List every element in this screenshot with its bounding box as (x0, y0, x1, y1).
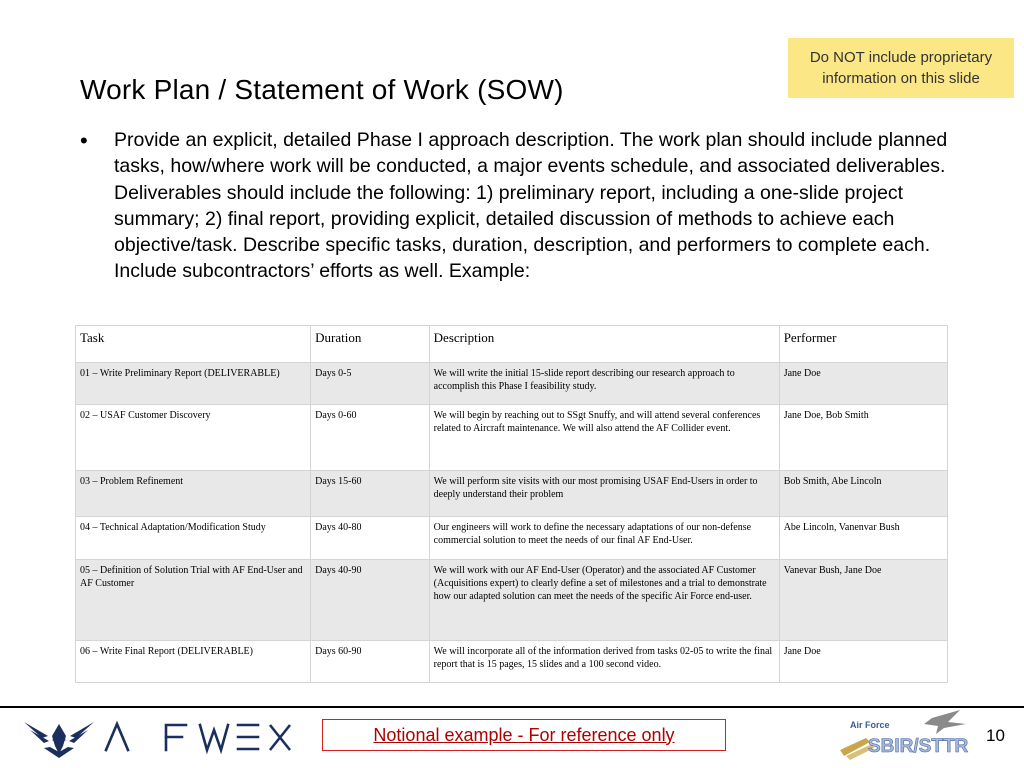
page-number: 10 (986, 726, 1005, 745)
task-cell: 05 – Definition of Solution Trial with AF End-User and AF Customer (76, 560, 311, 641)
description-cell: We will work with our AF End-User (Operator) and the associated AF Customer (Acquisitions expert) to clearly define a set of milestones and a trial to demonstrate how our adapted solution can meet the needs of the specific Air Force end-user. (429, 560, 779, 641)
header-task: Task (76, 326, 311, 363)
table-row (76, 560, 948, 641)
table-row (76, 363, 948, 405)
header-duration: Duration (311, 326, 430, 363)
proprietary-notice (788, 38, 1014, 98)
performer-cell: Jane Doe (779, 641, 947, 683)
description-cell: We will begin by reaching out to SSgt Snuffy, and will attend several conferences related to Aircraft maintenance. We will also attend the AF Collider event. (429, 405, 779, 471)
table-header-row (76, 326, 948, 363)
task-cell: 02 – USAF Customer Discovery (76, 405, 311, 471)
performer-cell: Abe Lincoln, Vanenvar Bush (779, 517, 947, 560)
bullet-icon: • (80, 128, 88, 153)
performer-cell: Bob Smith, Abe Lincoln (779, 471, 947, 517)
jet-icon (924, 710, 966, 734)
notional-text: Notional example - For reference only (373, 724, 675, 745)
table-row (76, 471, 948, 517)
task-cell: 06 – Write Final Report (DELIVERABLE) (76, 641, 311, 683)
notional-example-banner (322, 719, 726, 751)
slide-title: Work Plan / Statement of Work (SOW) (80, 74, 564, 105)
table-row (76, 641, 948, 683)
description-cell: We will perform site visits with our most promising USAF End-Users in order to deeply understand their problem (429, 471, 779, 517)
description-cell: We will incorporate all of the information derived from tasks 02-05 to write the final report that is 15 pages, 15 slides and a 100 second video. (429, 641, 779, 683)
duration-cell: Days 15-60 (311, 471, 430, 517)
duration-cell: Days 60-90 (311, 641, 430, 683)
performer-cell: Vanevar Bush, Jane Doe (779, 560, 947, 641)
header-description: Description (429, 326, 779, 363)
air-force-wings-icon (24, 722, 94, 758)
description-cell: We will write the initial 15-slide report describing our research approach to accomplish this Phase I feasibility study. (429, 363, 779, 405)
duration-cell: Days 40-90 (311, 560, 430, 641)
sbir-main-text: SBIR/STTR (868, 736, 969, 757)
task-cell: 01 – Write Preliminary Report (DELIVERABLE) (76, 363, 311, 405)
duration-cell: Days 40-80 (311, 517, 430, 560)
sbir-sttr-logo (836, 708, 976, 764)
task-cell: 04 – Technical Adaptation/Modification Study (76, 517, 311, 560)
notice-text: Do NOT include proprietary information on this slide (809, 49, 993, 87)
performer-cell: Jane Doe (779, 363, 947, 405)
work-plan-table (75, 325, 948, 683)
afwerx-wordmark (106, 724, 258, 750)
table-row (76, 517, 948, 560)
afwerx-wordmark-rx (266, 724, 306, 752)
sbir-top-text: Air Force (850, 720, 890, 730)
table-row (76, 405, 948, 471)
duration-cell: Days 0-5 (311, 363, 430, 405)
description-cell: Our engineers will work to define the necessary adaptations of our non-defense commercial solution to meet the needs of our final AF End-User. (429, 517, 779, 560)
header-performer: Performer (779, 326, 947, 363)
performer-cell: Jane Doe, Bob Smith (779, 405, 947, 471)
duration-cell: Days 0-60 (311, 405, 430, 471)
afwerx-logo (22, 714, 282, 760)
task-cell: 03 – Problem Refinement (76, 471, 311, 517)
instructions-paragraph: Provide an explicit, detailed Phase I approach description. The work plan should include planned tasks, how/where work will be conducted, a major events schedule, and associated deliverables. Deliverables should include the following: 1) preliminary report, including a one-slide project summary; 2) final report, providing explicit, detailed discussion of methods to achieve each objective/task. Describe specific tasks, duration, description, and performers to complete each. Include subcontractors’ efforts as well. Example: (114, 129, 948, 283)
